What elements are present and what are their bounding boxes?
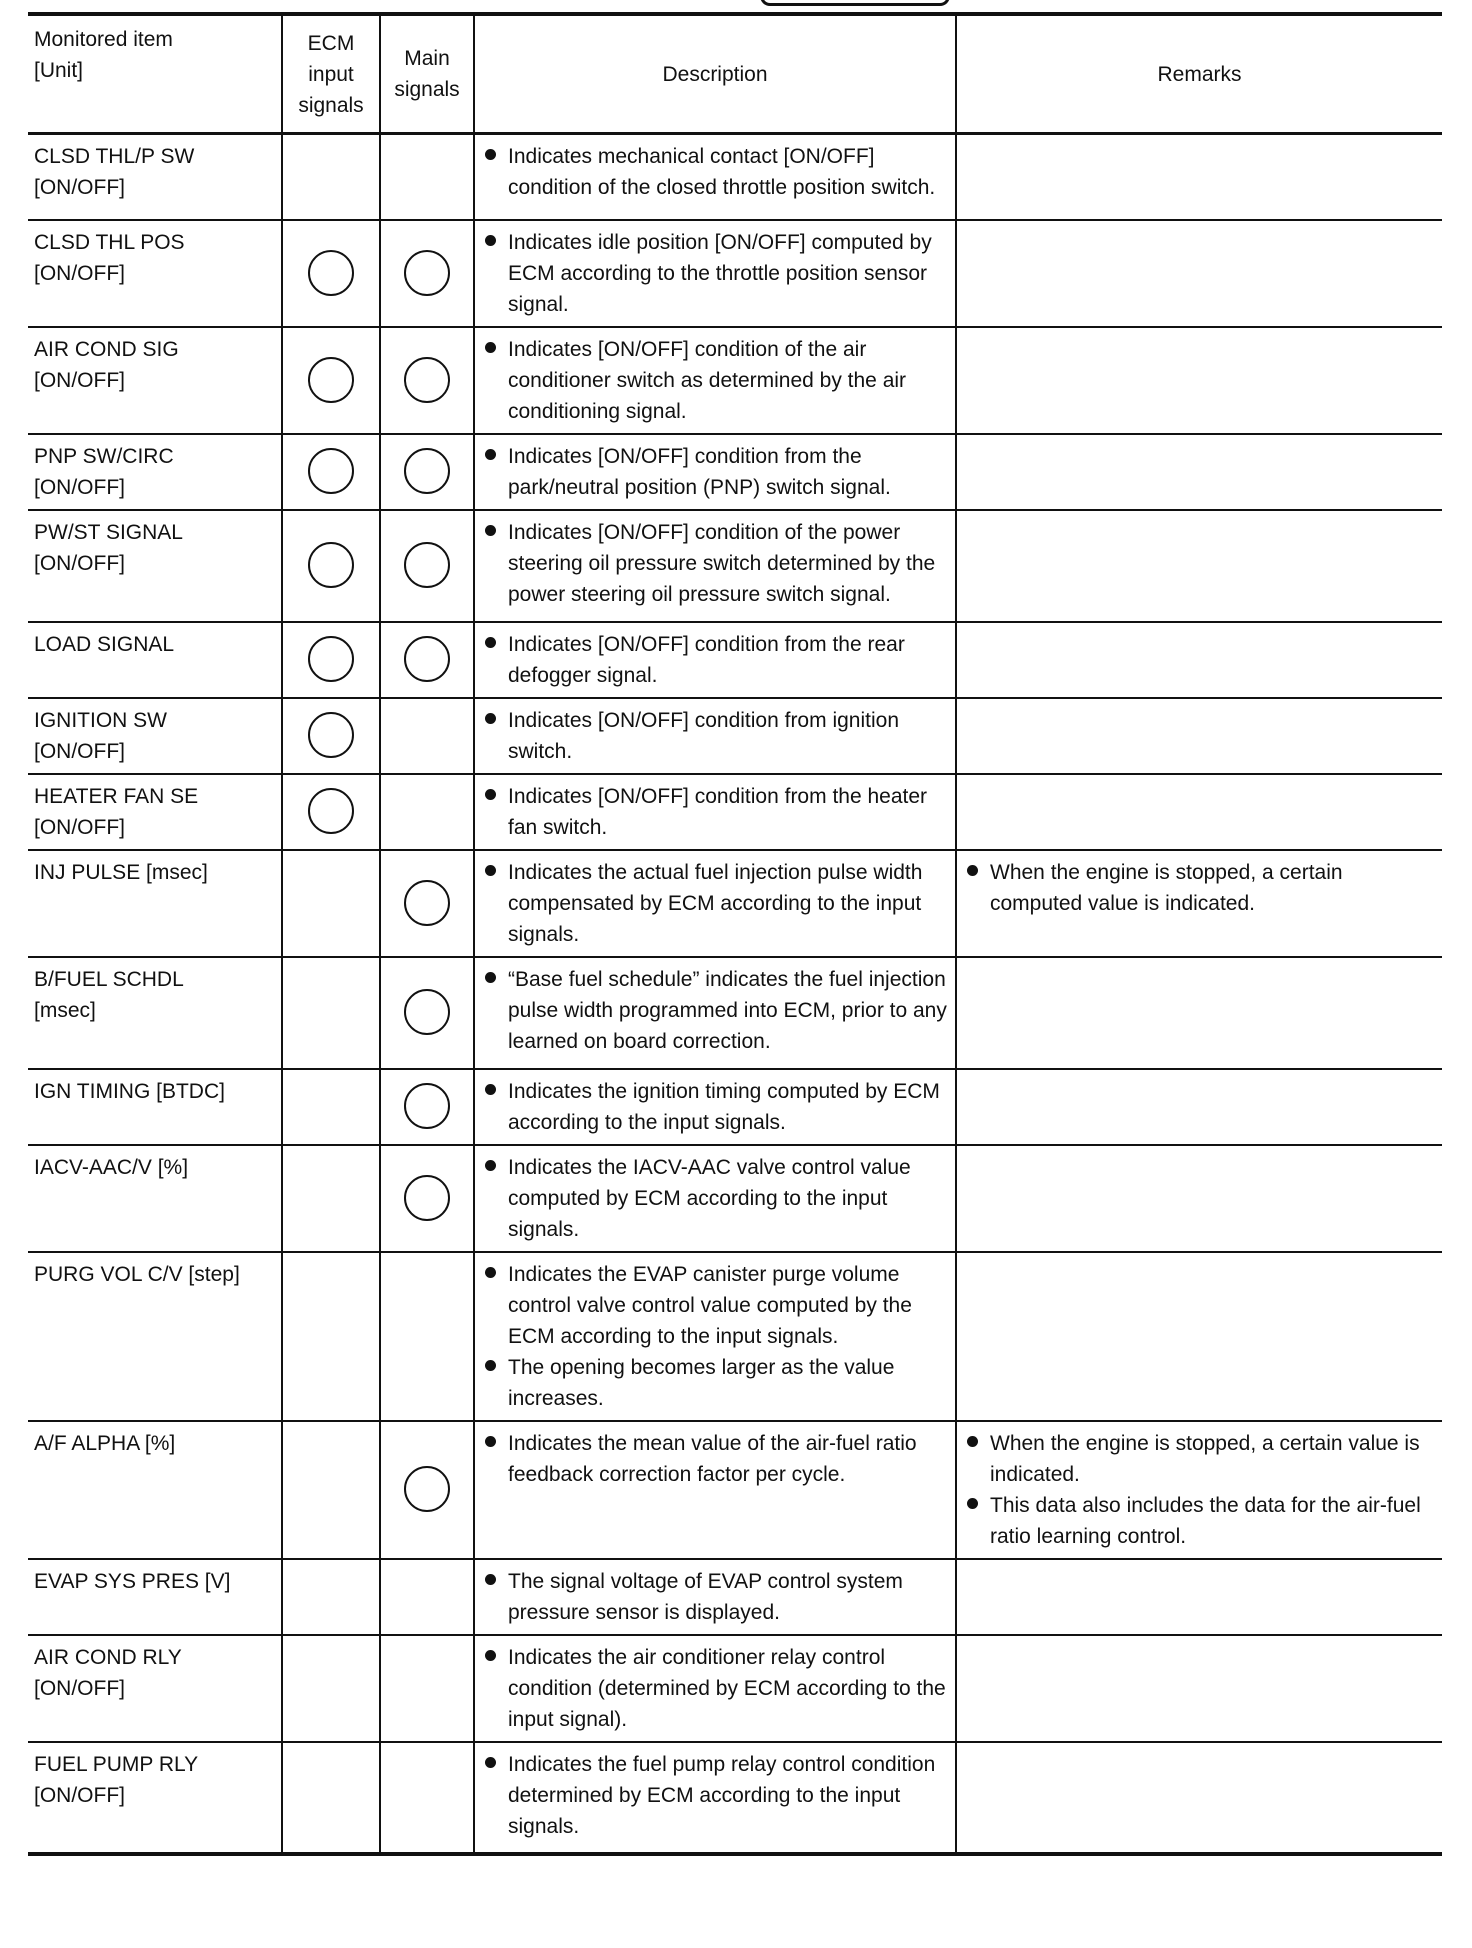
bullet-text: Indicates the air conditioner relay control condition (determined by ECM according to the input signal). (508, 1645, 946, 1731)
monitored-item-cell: AIR COND SIG [ON/OFF] (28, 327, 282, 434)
monitored-item-cell: FUEL PUMP RLY [ON/OFF] (28, 1742, 282, 1854)
title-fragment (760, 0, 950, 6)
bullet-icon (485, 865, 496, 876)
monitored-items-table (28, 12, 1442, 1856)
remarks-cell (956, 434, 1442, 510)
monitored-item-cell: AIR COND RLY [ON/OFF] (28, 1635, 282, 1742)
main-signal-cell (380, 434, 474, 510)
main-signal-cell (380, 134, 474, 220)
table-row (28, 434, 1442, 510)
bullet-icon (485, 1360, 496, 1371)
remarks-cell (956, 1742, 1442, 1854)
table-row (28, 957, 1442, 1069)
monitored-item-cell: CLSD THL POS [ON/OFF] (28, 220, 282, 327)
monitored-item-cell: PW/ST SIGNAL [ON/OFF] (28, 510, 282, 622)
bullet-icon (485, 1574, 496, 1585)
bullet-icon (485, 637, 496, 648)
main-signal-cell (380, 1635, 474, 1742)
table-row (28, 1635, 1442, 1742)
ecm-input-signal-cell (282, 957, 380, 1069)
main-signal-cell (380, 1559, 474, 1635)
monitored-item-cell: IACV-AAC/V [%] (28, 1145, 282, 1252)
main-signal-cell (380, 850, 474, 957)
table-row (28, 134, 1442, 220)
description-cell (474, 1252, 956, 1421)
bullet-text: Indicates [ON/OFF] condition from ignition switch. (508, 708, 899, 763)
main-signal-cell (380, 698, 474, 774)
remarks-cell (956, 1252, 1442, 1421)
remarks-cell (956, 220, 1442, 327)
bullet-text: Indicates [ON/OFF] condition from the rear defogger signal. (508, 632, 905, 687)
bullet-text: Indicates [ON/OFF] condition of the power steering oil pressure switch determined by the power steering oil pressure switch signal. (508, 520, 936, 606)
table-row (28, 510, 1442, 622)
ecm-input-signal-cell (282, 1069, 380, 1145)
main-signal-cell (380, 1145, 474, 1252)
table-row (28, 774, 1442, 850)
main-signal-cell (380, 957, 474, 1069)
header-monitored-item: Monitored item [Unit] (28, 14, 282, 134)
monitored-item-cell: CLSD THL/P SW [ON/OFF] (28, 134, 282, 220)
bullet-item (961, 857, 1436, 919)
bullet-item (479, 1352, 949, 1414)
monitored-item-cell: PNP SW/CIRC [ON/OFF] (28, 434, 282, 510)
bullet-item (479, 517, 949, 610)
circle-mark-icon (404, 880, 450, 926)
circle-mark-icon (404, 1175, 450, 1221)
description-cell (474, 622, 956, 698)
description-cell (474, 1635, 956, 1742)
bullet-text: This data also includes the data for the air-fuel ratio learning control. (990, 1493, 1421, 1548)
ecm-input-signal-cell (282, 1145, 380, 1252)
table-row (28, 1252, 1442, 1421)
remarks-cell (956, 698, 1442, 774)
ecm-input-signal-cell (282, 134, 380, 220)
description-cell (474, 698, 956, 774)
monitored-item-cell: IGN TIMING [BTDC] (28, 1069, 282, 1145)
circle-mark-icon (308, 636, 354, 682)
bullet-item (479, 141, 949, 203)
main-signal-cell (380, 1421, 474, 1559)
bullet-icon (485, 713, 496, 724)
bullet-text: Indicates mechanical contact [ON/OFF] condition of the closed throttle position switch. (508, 145, 936, 199)
description-cell (474, 1069, 956, 1145)
table-row (28, 1069, 1442, 1145)
ecm-input-signal-cell (282, 622, 380, 698)
remarks-cell (956, 1421, 1442, 1559)
main-signal-cell (380, 1252, 474, 1421)
bullet-text: Indicates the mean value of the air-fuel ratio feedback correction factor per cycle. (508, 1431, 917, 1486)
monitored-item-cell: IGNITION SW [ON/OFF] (28, 698, 282, 774)
monitored-item-cell: INJ PULSE [msec] (28, 850, 282, 957)
bullet-icon (485, 342, 496, 353)
bullet-icon (967, 1436, 978, 1447)
remarks-cell (956, 134, 1442, 220)
header-ecm-input-signals: ECM input signals (282, 14, 380, 134)
main-signal-cell (380, 1069, 474, 1145)
ecm-input-signal-cell (282, 1635, 380, 1742)
description-cell (474, 957, 956, 1069)
circle-mark-icon (404, 989, 450, 1035)
monitored-item-cell: LOAD SIGNAL (28, 622, 282, 698)
ecm-input-signal-cell (282, 434, 380, 510)
description-cell (474, 434, 956, 510)
bullet-text: Indicates [ON/OFF] condition from the heater fan switch. (508, 784, 928, 839)
bullet-icon (485, 449, 496, 460)
ecm-input-signal-cell (282, 1742, 380, 1854)
bullet-item (479, 227, 949, 320)
circle-mark-icon (308, 542, 354, 588)
remarks-cell (956, 1635, 1442, 1742)
monitored-item-cell: PURG VOL C/V [step] (28, 1252, 282, 1421)
description-cell (474, 134, 956, 220)
remarks-cell (956, 622, 1442, 698)
description-cell (474, 850, 956, 957)
circle-mark-icon (404, 448, 450, 494)
remarks-cell (956, 1069, 1442, 1145)
bullet-item (479, 1152, 949, 1245)
bullet-icon (485, 972, 496, 983)
circle-mark-icon (404, 636, 450, 682)
bullet-item (479, 629, 949, 691)
remarks-cell (956, 957, 1442, 1069)
ecm-input-signal-cell (282, 1421, 380, 1559)
header-remarks: Remarks (956, 14, 1442, 134)
bullet-item (961, 1490, 1436, 1552)
bullet-text: Indicates [ON/OFF] condition of the air conditioner switch as determined by the air conditioning signal. (508, 337, 907, 423)
ecm-input-signal-cell (282, 327, 380, 434)
bullet-item (961, 1428, 1436, 1490)
ecm-input-signal-cell (282, 1252, 380, 1421)
bullet-text: “Base fuel schedule” indicates the fuel injection pulse width programmed into ECM, prior to any learned on board correction. (508, 967, 947, 1053)
header-row (28, 14, 1442, 134)
bullet-icon (485, 1757, 496, 1768)
circle-mark-icon (404, 357, 450, 403)
ecm-input-signal-cell (282, 510, 380, 622)
circle-mark-icon (308, 712, 354, 758)
table-row (28, 220, 1442, 327)
main-signal-cell (380, 510, 474, 622)
description-cell (474, 220, 956, 327)
main-signal-cell (380, 774, 474, 850)
bullet-item (479, 334, 949, 427)
table-header (28, 14, 1442, 134)
circle-mark-icon (404, 542, 450, 588)
description-cell (474, 510, 956, 622)
bullet-item (479, 1428, 949, 1490)
circle-mark-icon (308, 357, 354, 403)
ecm-input-signal-cell (282, 1559, 380, 1635)
main-signal-cell (380, 622, 474, 698)
remarks-cell (956, 327, 1442, 434)
bullet-icon (967, 865, 978, 876)
bullet-icon (485, 1436, 496, 1447)
table-row (28, 622, 1442, 698)
bullet-text: Indicates the fuel pump relay control condition determined by ECM according to the input signals. (508, 1752, 936, 1838)
description-cell (474, 1742, 956, 1854)
bullet-text: Indicates the actual fuel injection pulse width compensated by ECM according to the input signals. (508, 860, 923, 946)
description-cell (474, 774, 956, 850)
bullet-icon (485, 1160, 496, 1171)
description-cell (474, 1145, 956, 1252)
bullet-text: The opening becomes larger as the value increases. (508, 1355, 895, 1410)
bullet-text: Indicates the IACV-AAC valve control value computed by ECM according to the input signals. (508, 1155, 911, 1241)
bullet-item (479, 705, 949, 767)
table-row (28, 1145, 1442, 1252)
table-row (28, 698, 1442, 774)
bullet-item (479, 781, 949, 843)
bullet-item (479, 964, 949, 1057)
ecm-input-signal-cell (282, 698, 380, 774)
table-row (28, 1742, 1442, 1854)
table-row (28, 327, 1442, 434)
monitored-item-cell: B/FUEL SCHDL [msec] (28, 957, 282, 1069)
bullet-text: Indicates idle position [ON/OFF] computed by ECM according to the throttle position sensor signal. (508, 230, 932, 316)
bullet-item (479, 441, 949, 503)
header-description: Description (474, 14, 956, 134)
header-main-signals: Main signals (380, 14, 474, 134)
monitored-item-cell: A/F ALPHA [%] (28, 1421, 282, 1559)
bullet-item (479, 1566, 949, 1628)
circle-mark-icon (308, 448, 354, 494)
bullet-item (479, 857, 949, 950)
bullet-text: When the engine is stopped, a certain value is indicated. (990, 1431, 1420, 1486)
table-row (28, 850, 1442, 957)
bullet-text: Indicates [ON/OFF] condition from the park/neutral position (PNP) switch signal. (508, 444, 891, 499)
bullet-icon (485, 1650, 496, 1661)
table-row (28, 1559, 1442, 1635)
bullet-icon (485, 235, 496, 246)
page (28, 0, 1442, 1948)
bullet-text: Indicates the EVAP canister purge volume control valve control value computed by the ECM according to the input signals. (508, 1262, 912, 1348)
main-signal-cell (380, 220, 474, 327)
bullet-icon (967, 1498, 978, 1509)
bullet-text: The signal voltage of EVAP control system pressure sensor is displayed. (508, 1569, 903, 1624)
bullet-item (479, 1076, 949, 1138)
remarks-cell (956, 1145, 1442, 1252)
ecm-input-signal-cell (282, 850, 380, 957)
remarks-cell (956, 850, 1442, 957)
description-cell (474, 1421, 956, 1559)
main-signal-cell (380, 1742, 474, 1854)
bullet-icon (485, 1267, 496, 1278)
bullet-icon (485, 525, 496, 536)
circle-mark-icon (308, 250, 354, 296)
bullet-item (479, 1259, 949, 1352)
bullet-item (479, 1749, 949, 1842)
main-signal-cell (380, 327, 474, 434)
remarks-cell (956, 510, 1442, 622)
table-body (28, 134, 1442, 1854)
monitored-item-cell: HEATER FAN SE [ON/OFF] (28, 774, 282, 850)
remarks-cell (956, 1559, 1442, 1635)
bullet-icon (485, 149, 496, 160)
monitored-item-cell: EVAP SYS PRES [V] (28, 1559, 282, 1635)
ecm-input-signal-cell (282, 774, 380, 850)
remarks-cell (956, 774, 1442, 850)
bullet-icon (485, 789, 496, 800)
bullet-icon (485, 1084, 496, 1095)
table-row (28, 1421, 1442, 1559)
circle-mark-icon (404, 250, 450, 296)
description-cell (474, 1559, 956, 1635)
description-cell (474, 327, 956, 434)
bullet-text: When the engine is stopped, a certain computed value is indicated. (990, 860, 1343, 915)
ecm-input-signal-cell (282, 220, 380, 327)
circle-mark-icon (308, 788, 354, 834)
circle-mark-icon (404, 1466, 450, 1512)
bullet-item (479, 1642, 949, 1735)
circle-mark-icon (404, 1083, 450, 1129)
bullet-text: Indicates the ignition timing computed by ECM according to the input signals. (508, 1079, 940, 1134)
